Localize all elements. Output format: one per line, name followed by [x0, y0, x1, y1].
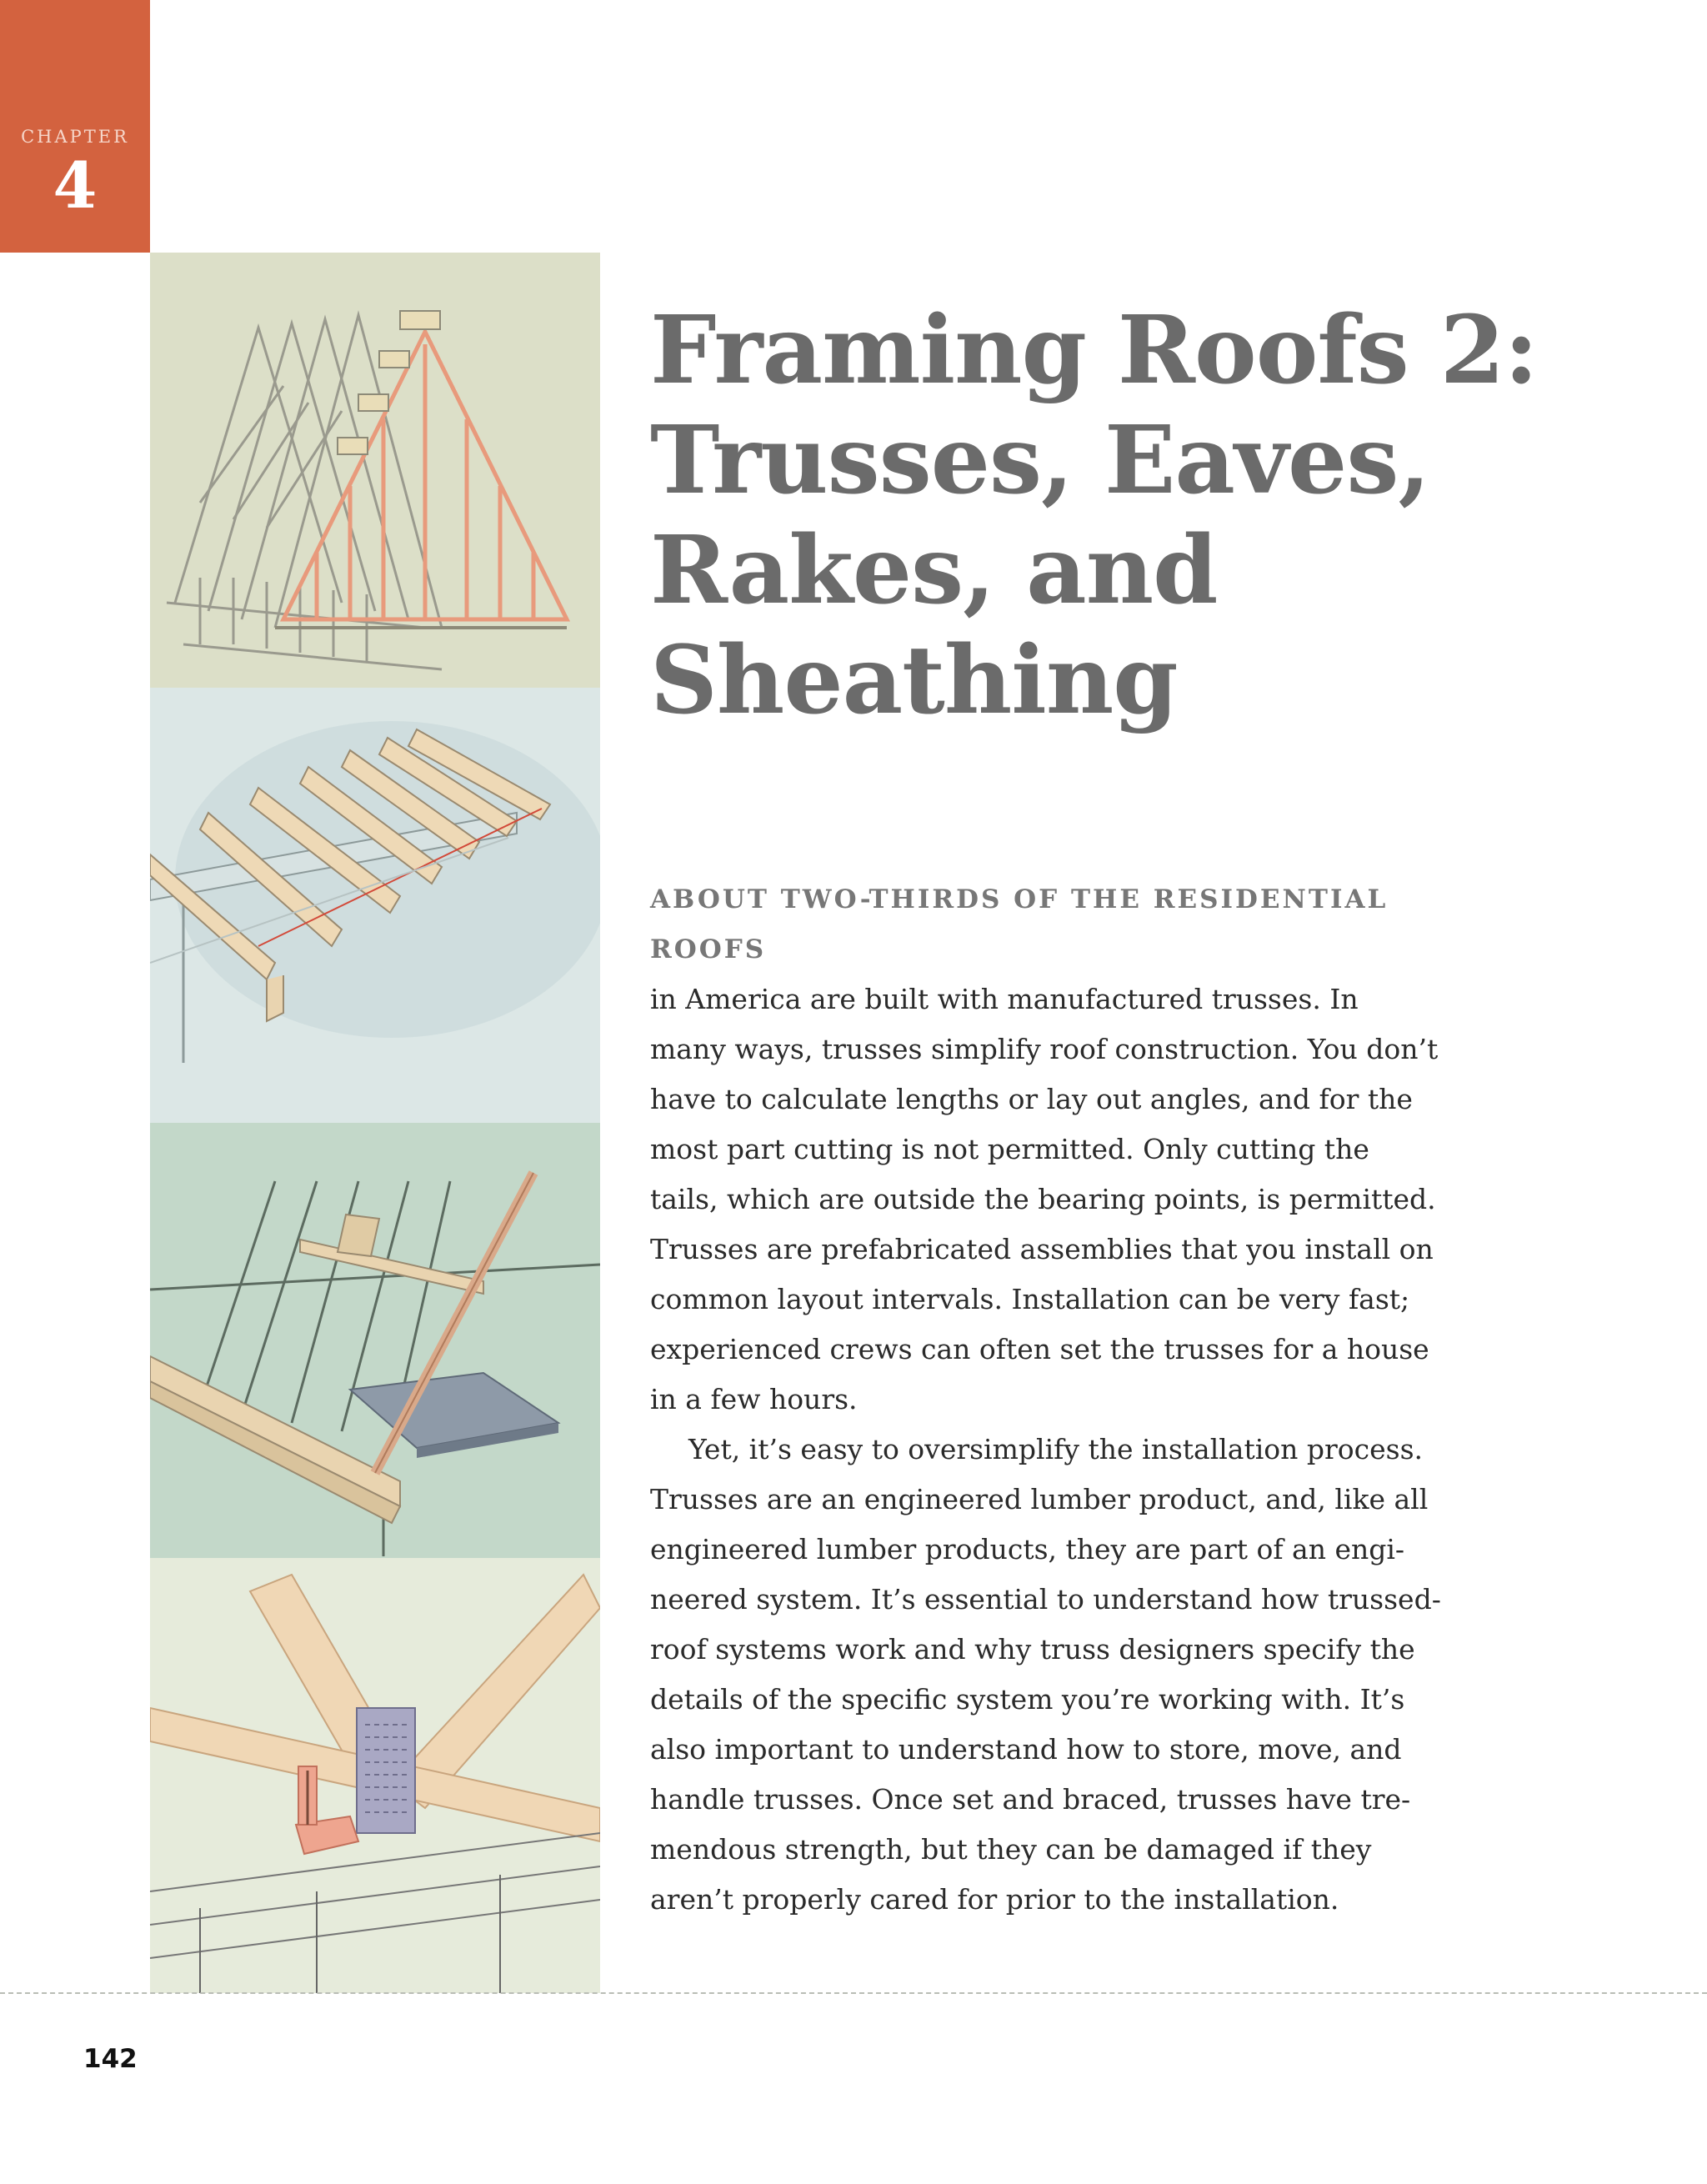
text-line: roof systems work and why truss designers specify the [650, 1633, 1415, 1666]
text-line: also important to understand how to store, move, and [650, 1733, 1402, 1766]
illustration-truss-connector [150, 1558, 600, 1993]
eave-framing-drawing [150, 1123, 600, 1558]
text-line: engineered lumber products, they are part of an engi- [650, 1533, 1405, 1565]
title-line: Sheathing [650, 626, 1178, 735]
illustration-rafter-tails [150, 688, 600, 1123]
text-line: mendous strength, but they can be damaged if they [650, 1833, 1372, 1866]
text-line: experienced crews can often set the trusses for a house [650, 1333, 1429, 1365]
text-line: most part cutting is not permitted. Only cutting the [650, 1133, 1369, 1165]
page-divider-rule [0, 1992, 1707, 1994]
text-line: details of the specific system you’re working with. It’s [650, 1683, 1405, 1716]
text-line: tails, which are outside the bearing points, is permitted. [650, 1183, 1436, 1215]
text-line: have to calculate lengths or lay out angles, and for the [650, 1083, 1413, 1115]
chapter-number: 4 [53, 148, 98, 223]
text-line: Yet, it’s easy to oversimplify the installation process. [688, 1433, 1424, 1465]
illustration-truss-gable [150, 253, 600, 688]
body-text [650, 874, 1509, 1925]
truss-connector-drawing [150, 1558, 600, 1993]
paragraph-1 [650, 874, 1509, 1425]
title-line: Framing Roofs 2: [650, 296, 1538, 405]
text-line: handle trusses. Once set and braced, trusses have tre- [650, 1783, 1411, 1816]
paragraph-2 [650, 1425, 1509, 1925]
text-line: in America are built with manufactured trusses. In [650, 983, 1359, 1015]
illustration-eave-framing [150, 1123, 600, 1558]
rafter-tails-drawing [150, 688, 600, 1123]
title-line: Rakes, and [650, 516, 1218, 625]
text-line: common layout intervals. Installation can be very fast; [650, 1283, 1410, 1315]
chapter-title [650, 296, 1634, 736]
text-line: Trusses are an engineered lumber product, and, like all [650, 1483, 1429, 1515]
title-line: Trusses, Eaves, [650, 406, 1430, 515]
text-line: in a few hours. [650, 1383, 858, 1415]
text-line: neered system. It’s essential to understand how trussed- [650, 1583, 1441, 1615]
lead-in-caps: ABOUT TWO-THIRDS OF THE RESIDENTIAL ROOFS [650, 884, 1389, 964]
text-line: aren’t properly cared for prior to the installation. [650, 1883, 1339, 1916]
chapter-tab [0, 0, 150, 253]
illustration-column [150, 253, 600, 1992]
text-line: many ways, trusses simplify roof construction. You don’t [650, 1033, 1439, 1065]
chapter-label: CHAPTER [21, 127, 129, 147]
text-line: Trusses are prefabricated assemblies that you install on [650, 1233, 1434, 1265]
page-number: 142 [83, 2044, 138, 2074]
truss-gable-drawing [150, 253, 600, 688]
